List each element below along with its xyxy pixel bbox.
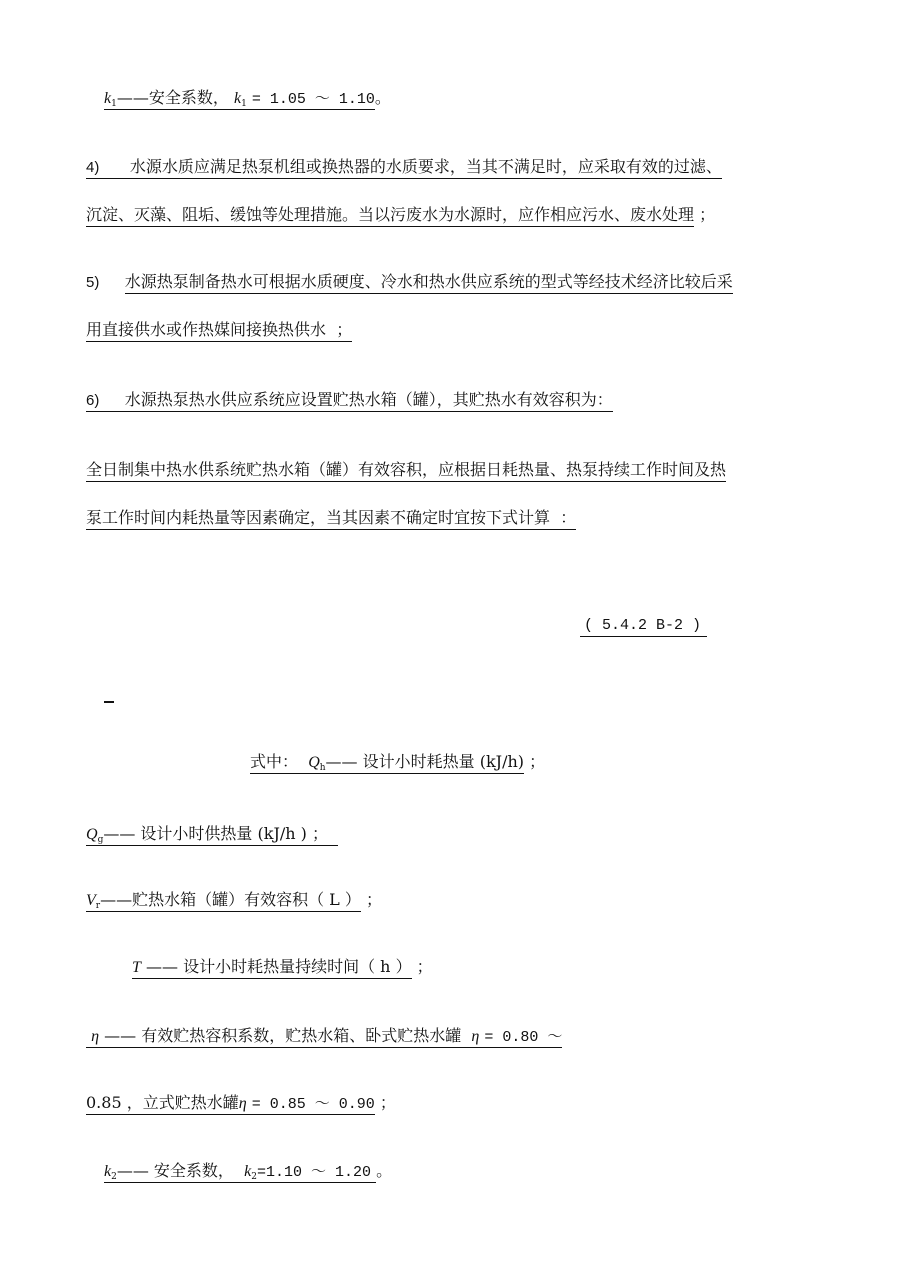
- para-text-2: 泵工作时间内耗热量等因素确定，当其因素不确定时宜按下式计算: [86, 508, 551, 527]
- item5-text-2: 用直接供水或作热媒间接换热供水: [86, 320, 327, 339]
- qg-symbol: Q: [86, 826, 98, 843]
- para-line2: [86, 508, 576, 528]
- k2-symbol-2: k: [244, 1163, 252, 1180]
- qh-end: ；: [529, 752, 546, 771]
- k1-symbol: k: [104, 90, 112, 107]
- item4-line2: [86, 205, 715, 225]
- item4-number: 4): [86, 159, 100, 176]
- qh-subscript: h: [319, 763, 326, 773]
- k1-end: 。: [374, 88, 391, 107]
- eta-text: —— 有效贮热容积系数，贮热水箱、卧式贮热水罐: [104, 1026, 462, 1045]
- def-qg: [86, 824, 338, 850]
- item4-end: ；: [699, 205, 716, 224]
- item5-text-1: 水源热泵制备热水可根据水质硬度、冷水和热水供应系统的型式等经技术经济比较后采: [125, 272, 733, 294]
- item6-number: 6): [86, 392, 100, 409]
- k1-symbol-2: k: [233, 90, 242, 107]
- vr-subscript: r: [95, 901, 101, 911]
- eta2-value: = 0.85 ～ 0.90: [251, 1096, 375, 1113]
- t-text: —— 设计小时耗热量持续时间（ h ）: [146, 957, 412, 976]
- k1-subscript: 1: [111, 99, 117, 109]
- eta-symbol-2: η: [471, 1028, 480, 1045]
- k2-subscript-2: 2: [251, 1172, 257, 1182]
- qh-prefix: 式中：: [250, 752, 299, 771]
- para-line1: [86, 460, 726, 480]
- eta2-end: ；: [379, 1093, 396, 1112]
- k2-symbol: k: [104, 1163, 112, 1180]
- eta-symbol: η: [91, 1028, 100, 1045]
- qh-symbol: Q: [308, 754, 320, 771]
- def-vr: [86, 890, 382, 916]
- t-end: ；: [416, 957, 433, 976]
- item5-number: 5): [86, 274, 100, 291]
- k2-end: 。: [376, 1161, 393, 1180]
- formula-number: [580, 614, 707, 636]
- eta2-symbol: η: [238, 1095, 247, 1112]
- formula-placeholder-mark: [104, 701, 114, 703]
- k2-text: —— 安全系数，: [116, 1161, 234, 1180]
- t-symbol: T: [132, 959, 141, 976]
- item6-line: [86, 390, 613, 411]
- para-text-1: 全日制集中热水供系统贮热水箱（罐）有效容积，应根据日耗热量、热泵持续工作时间及热: [86, 460, 726, 482]
- item5-end: ；: [336, 320, 353, 339]
- def-t: [132, 957, 433, 978]
- k1-value: = 1.05 ～ 1.10: [251, 91, 375, 108]
- vr-end: ；: [366, 890, 383, 909]
- k1-subscript-2: 1: [241, 99, 247, 109]
- qg-text: —— 设计小时供热量 (kJ/h ): [103, 824, 307, 843]
- k1-definition: [104, 88, 391, 114]
- def-k2: [104, 1161, 392, 1187]
- def-qh: [250, 752, 545, 778]
- para-end: ：: [560, 508, 577, 527]
- eta2-text: 0.85 ，立式贮热水罐: [86, 1093, 239, 1112]
- qg-end: ；: [311, 824, 328, 843]
- vr-text: ——贮热水箱（罐）有效容积（ L ）: [100, 890, 361, 909]
- k2-subscript: 2: [111, 1172, 117, 1182]
- item5-line2: [86, 320, 352, 340]
- item4-line1: [86, 157, 722, 178]
- formula-number-text: ( 5.4.2 B-2 ): [580, 617, 707, 637]
- qh-text: —— 设计小时耗热量 (kJ/h): [325, 752, 525, 771]
- item6-text: 水源热泵热水供应系统应设置贮热水箱（罐），其贮热水有效容积为：: [124, 390, 613, 409]
- vr-symbol: V: [86, 892, 96, 909]
- item5-line1: [86, 272, 733, 293]
- eta-value: = 0.80 ～: [484, 1029, 563, 1046]
- qg-subscript: g: [97, 835, 104, 845]
- def-eta: [86, 1026, 562, 1048]
- item4-text-1: 水源水质应满足热泵机组或换热器的水质要求，当其不满足时，应采取有效的过滤、: [129, 157, 722, 176]
- k2-value: =1.10 ～ 1.20: [256, 1164, 371, 1181]
- def-eta-cont: [86, 1093, 396, 1115]
- item4-text-2: 沉淀、灭藻、阻垢、缓蚀等处理措施。当以污废水为水源时，应作相应污水、废水处理: [86, 205, 694, 227]
- k1-text: ——安全系数，: [116, 88, 229, 107]
